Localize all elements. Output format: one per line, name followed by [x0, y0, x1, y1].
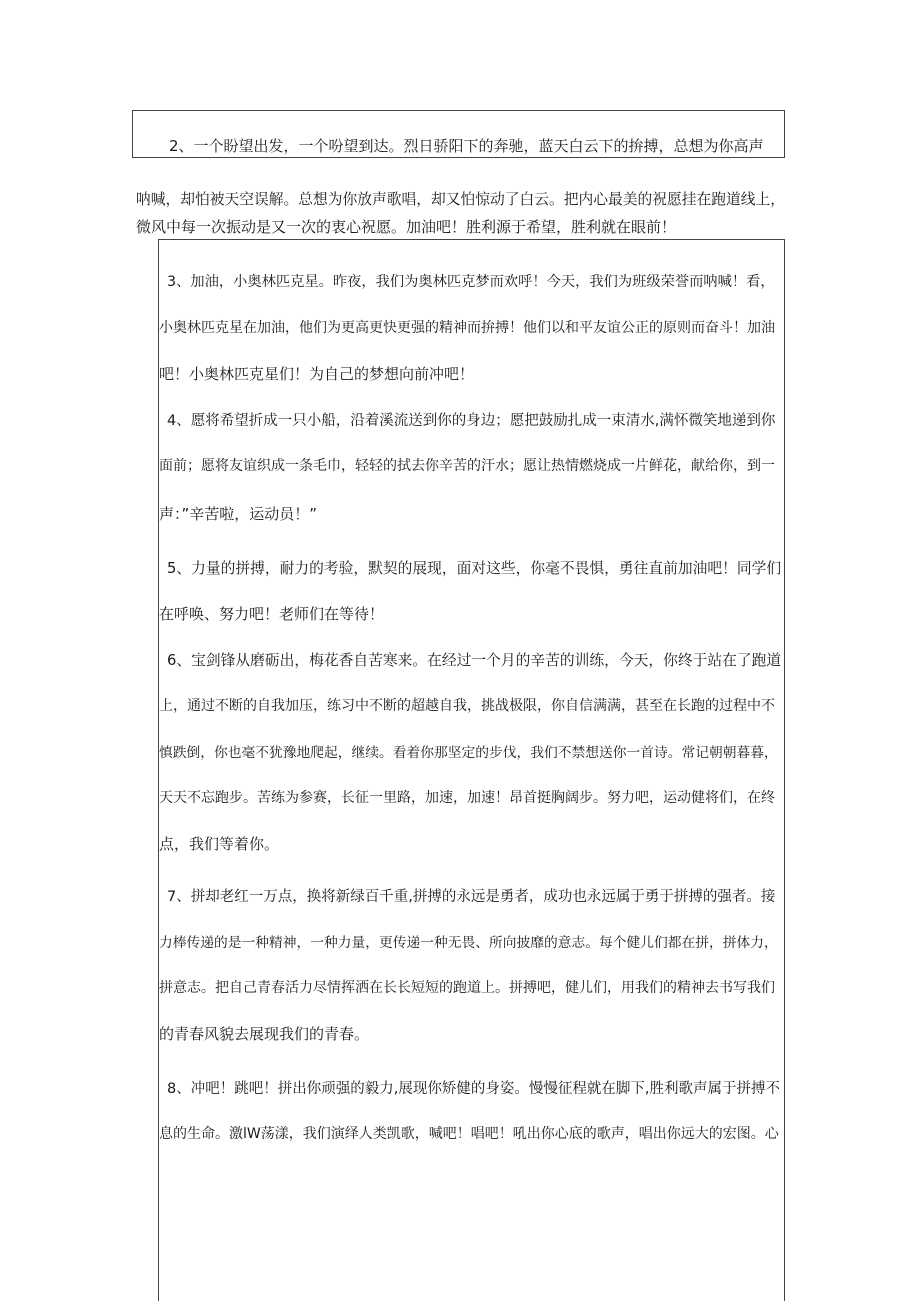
- paragraph-6-line-5: 点，我们等着你。: [159, 835, 280, 853]
- paragraph-5-line-1: 5、力量的拼搏，耐力的考验，默契的展现，面对这些，你毫不畏惧，勇往直前加油吧！同学们: [167, 560, 782, 577]
- paragraph-7-line-4: 的青春风貌去展现我们的青春。: [159, 1025, 370, 1043]
- paragraph-2-line-3: 微风中每一次振动是又一次的衷心祝愿。加油吧！胜利源于希望，胜利就在眼前！: [136, 218, 677, 236]
- paragraph-4-line-2: 面前；愿将友谊织成一条毛巾，轻轻的拭去你辛苦的汗水；愿让热情燃烧成一片鲜花，献给你，到一: [159, 458, 775, 474]
- paragraph-6-line-3: 慎跌倒，你也毫不犹豫地爬起，继续。看着你那坚定的步伐，我们不禁想送你一首诗。常记朝朝暮暮，: [159, 745, 778, 761]
- paragraph-3-line-2: 小奥林匹克星在加油，他们为更高更快更强的精神而拚搏！他们以和平友谊公正的原则而奋斗！加油: [159, 320, 775, 336]
- paragraph-6-line-2: 上，通过不断的自我加压，练习中不断的超越自我，挑战极限，你自信满满，甚至在长跑的过程中不: [159, 698, 775, 714]
- paragraph-4-line-1: 4、愿将希望折成一只小船，沿着溪流送到你的身边；愿把鼓励扎成一束清水,满怀微笑地递到你: [167, 413, 776, 429]
- paragraph-7-line-2: 力棒传递的是一种精神，一种力量，更传递一种无畏、所向披靡的意志。每个健儿们都在拼，拼体力，: [159, 935, 778, 951]
- paragraph-8-line-1: 8、冲吧！跳吧！拼出你顽强的毅力,展现你矫健的身姿。慢慢征程就在脚下,胜利歌声属于拼搏不: [167, 1081, 780, 1097]
- paragraph-3-line-3: 吧！小奥林匹克星们！为自己的梦想向前冲吧！: [159, 365, 475, 383]
- paragraph-6-line-4: 天天不忘跑步。苦练为参赛，长征一里路，加速，加速！昂首挺胸阔步。努力吧，运动健将们，在终: [159, 790, 775, 806]
- paragraph-7-line-1: 7、拼却老红一万点，换将新绿百千重,拼搏的永远是勇者，成功也永远属于勇于拼搏的强者。接: [167, 889, 776, 905]
- paragraph-8-line-2: 息的生命。激lW荡漾，我们演绎人类凯歌，喊吧！唱吧！吼出你心底的歌声，唱出你远大的宏图。心: [159, 1126, 779, 1142]
- paragraph-5-line-2: 在呼唤、努力吧！老师们在等待！: [159, 605, 385, 623]
- paragraph-7-line-3: 拼意志。把自己青春活力尽情挥洒在长长短短的跑道上。拼搏吧，健儿们，用我们的精神去书写我们: [159, 980, 775, 996]
- paragraph-2-line-2: 呐喊，却怕被天空误解。总想为你放声歌唱，却又怕惊动了白云。把内心最美的祝愿挂在跑道线上，: [136, 191, 785, 208]
- paragraph-4-line-3: 声：”辛苦啦，运动员！”: [159, 505, 318, 523]
- text-box-1: [132, 110, 785, 158]
- paragraph-6-line-1: 6、宝剑锋从磨砺出，梅花香自苦寒来。在经过一个月的辛苦的训练，今天，你终于站在了跑道: [167, 652, 782, 669]
- paragraph-2-line-1: 2、一个盼望出发，一个吩望到达。烈日骄阳下的奔驰，蓝天白云下的拚搏，总想为你高声: [169, 137, 764, 155]
- paragraph-3-line-1: 3、加油，小奥林匹克星。昨夜，我们为奥林匹克梦而欢呼！今天，我们为班级荣誉而呐喊！看，: [167, 274, 775, 290]
- text-box-2: [158, 239, 785, 1301]
